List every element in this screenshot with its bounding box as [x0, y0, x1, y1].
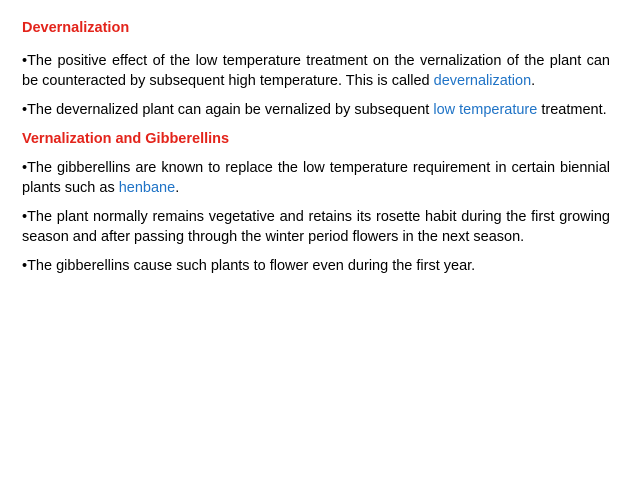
section-heading-gibberellins: Vernalization and Gibberellins [22, 131, 230, 147]
bullet-devernalization-definition [22, 51, 610, 91]
bullet-text: •The gibberellins are known to replace the low temperature requirement in certain biennial plants such as [22, 160, 610, 196]
bullet-flower-first-year: •The gibberellins cause such plants to flower even during the first year. [22, 258, 476, 274]
bullet-text-end: . [531, 73, 536, 89]
slide-content [22, 18, 610, 276]
bullet-rosette-habit: •The plant normally remains vegetative and retains its rosette habit during the first growing season and after passing through the winter period flowers in the next season. [22, 209, 610, 245]
bullet-text: •The devernalized plant can again be vernalized by subsequent [22, 102, 434, 118]
bullet-text-end: . [175, 180, 180, 196]
bullet-revernalization [22, 100, 610, 120]
bullet-text: •The positive effect of the low temperature treatment on the vernalization of the plant can be counteracted by subsequent high temperature. This is called [22, 53, 610, 89]
bullet-text-end: treatment. [537, 102, 607, 118]
section-heading-devernalization: Devernalization [22, 20, 130, 36]
highlight-term-devernalization: devernalization [433, 73, 532, 89]
bullet-gibberellins-replace [22, 158, 610, 198]
highlight-term-henbane: henbane [118, 180, 176, 196]
highlight-term-low-temperature: low temperature [433, 102, 538, 118]
